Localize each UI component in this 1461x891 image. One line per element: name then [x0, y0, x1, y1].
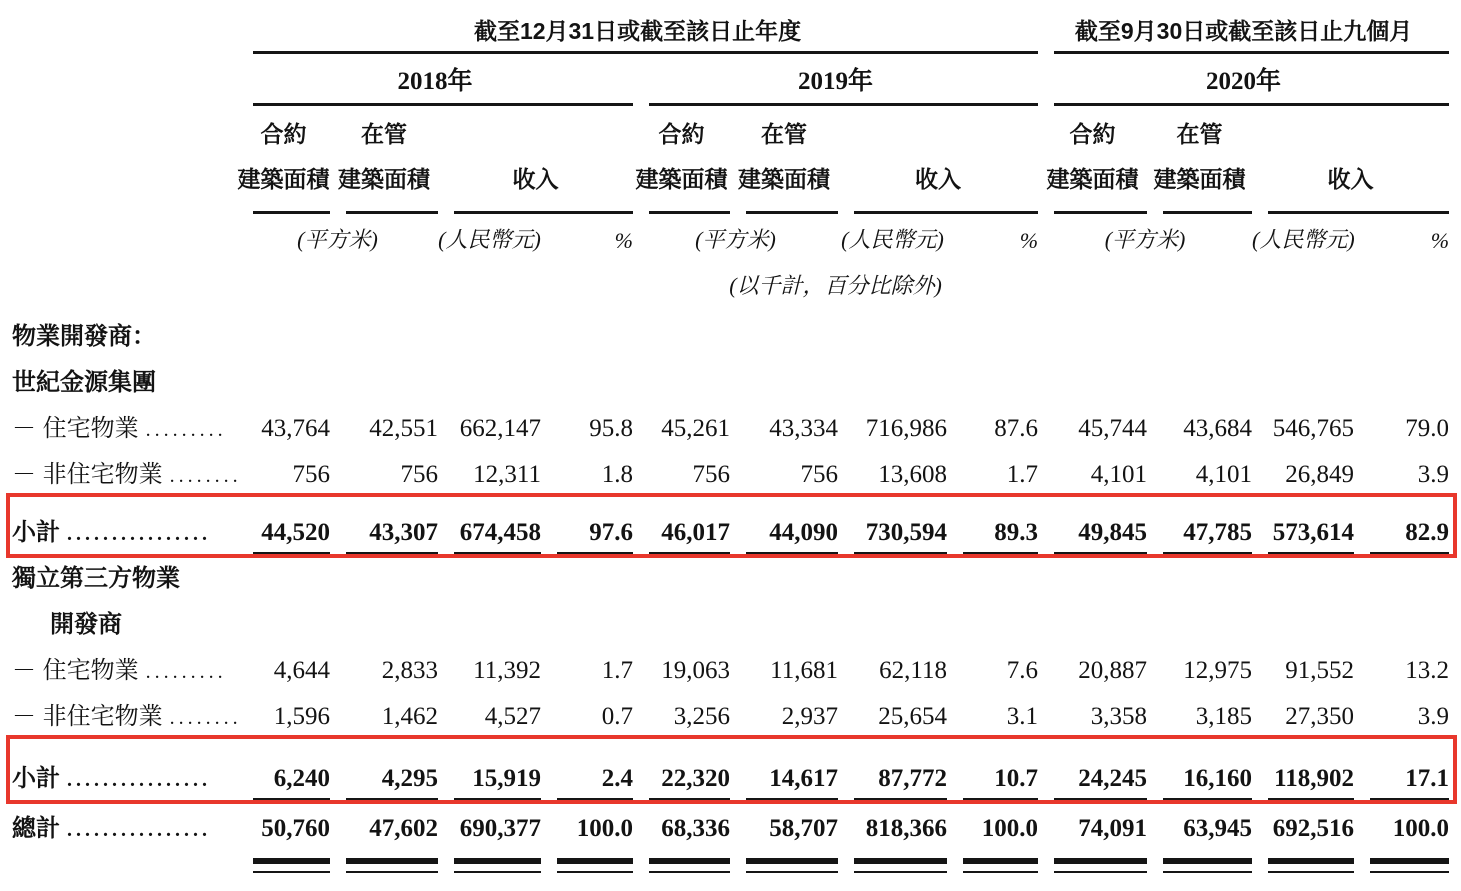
- value-cell: 11,392: [473, 657, 541, 684]
- corner-cell: [12, 6, 237, 54]
- dot-leader: ........: [169, 465, 242, 487]
- revenue-header-2019: 收入: [838, 106, 1038, 214]
- value-cell: 91,552: [1285, 657, 1355, 684]
- value-cell: 14,617: [730, 738, 838, 800]
- value-cell: 12,311: [438, 450, 541, 496]
- row-nonresidential-3p: [12, 692, 1449, 738]
- value-cell: 692,516: [1252, 800, 1354, 850]
- row-label: 物業開發商：: [12, 323, 156, 350]
- dot-leader: .........: [145, 661, 227, 683]
- value-cell: 45,744: [1078, 415, 1148, 442]
- value-cell: 100.0: [947, 800, 1038, 850]
- dot-leader: ........: [169, 707, 242, 729]
- value-cell: 87.6: [994, 415, 1039, 442]
- value-cell: 4,101: [1147, 450, 1252, 496]
- year-header-2018: 2018年: [237, 54, 633, 106]
- value-cell: 68,336: [633, 800, 730, 850]
- unit-sqm-2019: (平方米): [695, 227, 776, 252]
- value-cell: 43,684: [1183, 415, 1253, 442]
- row-label: 開發商: [50, 611, 122, 638]
- section-property-developers: [12, 308, 1449, 358]
- value-cell: 4,101: [1038, 450, 1147, 496]
- unit-percent-2019: %: [1019, 228, 1039, 253]
- row-label: － 非住宅物業 ........: [12, 703, 242, 730]
- value-cell: 19,063: [661, 657, 730, 684]
- value-cell: 674,458: [438, 496, 541, 554]
- value-cell: 47,785: [1147, 496, 1252, 554]
- value-cell: 1,462: [330, 692, 438, 738]
- value-cell: 20,887: [1078, 657, 1148, 684]
- value-cell: 546,765: [1272, 415, 1355, 442]
- value-cell: 15,919: [438, 738, 541, 800]
- value-cell: 3,256: [633, 692, 730, 738]
- highlight-box-subtotal-2: [6, 735, 1457, 804]
- revenue-header-2020: 收入: [1252, 106, 1449, 214]
- value-cell: 12,975: [1183, 657, 1253, 684]
- value-cell: 58,707: [730, 800, 838, 850]
- value-cell: 44,520: [237, 496, 330, 554]
- section-independent-third-party: [12, 554, 1449, 600]
- unit-rmb-2019: (人民幣元): [841, 227, 944, 252]
- value-cell: 756: [730, 450, 838, 496]
- value-cell: 44,090: [730, 496, 838, 554]
- row-label: 總計 ................: [12, 815, 211, 842]
- unit-percent-2020: %: [1430, 228, 1450, 253]
- value-cell: 2.4: [541, 738, 633, 800]
- value-cell: 89.3: [947, 496, 1038, 554]
- row-label: 小計 ................: [12, 765, 211, 792]
- row-grand-total: [12, 800, 1449, 850]
- row-label: － 非住宅物業 ........: [12, 461, 242, 488]
- value-cell: 11,681: [770, 657, 838, 684]
- value-cell: 6,240: [237, 738, 330, 800]
- managed-gfa-header-2020: 在管 建築面積: [1147, 106, 1252, 214]
- unit-rmb-2018: (人民幣元): [438, 227, 541, 252]
- value-cell: 730,594: [838, 496, 947, 554]
- value-cell: 25,654: [838, 692, 947, 738]
- value-cell: 16,160: [1147, 738, 1252, 800]
- value-cell: 42,551: [369, 415, 438, 442]
- value-cell: 100.0: [1354, 800, 1449, 850]
- value-cell: 26,849: [1252, 450, 1354, 496]
- section-developers-cont: [12, 600, 1449, 646]
- value-cell: 4,527: [438, 692, 541, 738]
- value-cell: 573,614: [1252, 496, 1354, 554]
- dot-leader: ................: [67, 523, 211, 545]
- row-residential-3p: [12, 646, 1449, 692]
- value-cell: 74,091: [1038, 800, 1147, 850]
- value-cell: 43,307: [330, 496, 438, 554]
- value-cell: 4,644: [273, 657, 330, 684]
- value-cell: 10.7: [947, 738, 1038, 800]
- value-cell: 100.0: [541, 800, 633, 850]
- value-cell: 4,295: [330, 738, 438, 800]
- period-group-annual: 截至12月31日或截至該日止年度: [237, 6, 1038, 54]
- value-cell: 2,833: [381, 657, 438, 684]
- value-cell: 756: [330, 450, 438, 496]
- value-cell: 662,147: [459, 415, 541, 442]
- year-header-2019: 2019年: [633, 54, 1038, 106]
- value-cell: 97.6: [541, 496, 633, 554]
- value-cell: 3,185: [1147, 692, 1252, 738]
- value-cell: 690,377: [438, 800, 541, 850]
- value-cell: 3,358: [1038, 692, 1147, 738]
- managed-gfa-header-2019: 在管 建築面積: [730, 106, 838, 214]
- section-century-golden-resources: [12, 358, 1449, 404]
- row-label: － 住宅物業 .........: [12, 415, 227, 442]
- highlight-box-subtotal-1: [6, 493, 1457, 558]
- table-header: [12, 6, 1449, 308]
- value-cell: 1.7: [947, 450, 1038, 496]
- value-cell: 716,986: [865, 415, 947, 442]
- value-cell: 47,602: [330, 800, 438, 850]
- contracted-gfa-header-2018: 合約 建築面積: [237, 106, 330, 214]
- value-cell: 63,945: [1147, 800, 1252, 850]
- value-cell: 87,772: [838, 738, 947, 800]
- value-cell: 118,902: [1252, 738, 1354, 800]
- value-cell: 756: [633, 450, 730, 496]
- value-cell: 3.1: [947, 692, 1038, 738]
- value-cell: 62,118: [879, 657, 947, 684]
- unit-percent-2018: %: [614, 228, 633, 253]
- dot-leader: .........: [145, 419, 227, 441]
- value-cell: 43,334: [769, 415, 838, 442]
- value-cell: 17.1: [1354, 738, 1449, 800]
- dot-leader: ................: [67, 819, 211, 841]
- value-cell: 13.2: [1405, 657, 1450, 684]
- year-header-2020: 2020年: [1038, 54, 1449, 106]
- value-cell: 50,760: [237, 800, 330, 850]
- value-cell: 1.7: [601, 657, 633, 684]
- row-label: 世紀金源集團: [12, 369, 156, 396]
- unit-sqm-2018: (平方米): [297, 227, 378, 252]
- value-cell: 24,245: [1038, 738, 1147, 800]
- dot-leader: ................: [67, 769, 211, 791]
- row-nonresidential-cgr: [12, 450, 1449, 496]
- value-cell: 7.6: [1006, 657, 1039, 684]
- row-label: 獨立第三方物業: [12, 565, 180, 592]
- row-label: 小計 ................: [12, 519, 211, 546]
- value-cell: 3.9: [1354, 692, 1449, 738]
- managed-gfa-header-2018: 在管 建築面積: [330, 106, 438, 214]
- value-cell: 3.9: [1354, 450, 1449, 496]
- value-cell: 2,937: [730, 692, 838, 738]
- value-cell: 0.7: [541, 692, 633, 738]
- value-cell: 49,845: [1038, 496, 1147, 554]
- contracted-gfa-header-2019: 合約 建築面積: [633, 106, 730, 214]
- value-cell: 818,366: [838, 800, 947, 850]
- revenue-header-2018: 收入: [438, 106, 633, 214]
- row-residential-cgr: [12, 404, 1449, 450]
- value-cell: 22,320: [633, 738, 730, 800]
- value-cell: 13,608: [838, 450, 947, 496]
- row-label: － 住宅物業 .........: [12, 657, 227, 684]
- value-cell: 79.0: [1405, 415, 1450, 442]
- value-cell: 1,596: [237, 692, 330, 738]
- value-cell: 95.8: [589, 415, 633, 442]
- unit-rmb-2020: (人民幣元): [1252, 227, 1355, 252]
- value-cell: 46,017: [633, 496, 730, 554]
- value-cell: 1.8: [541, 450, 633, 496]
- value-cell: 43,764: [261, 415, 330, 442]
- value-cell: 82.9: [1354, 496, 1449, 554]
- period-group-nine-months: 截至9月30日或截至該日止九個月: [1038, 6, 1449, 54]
- value-cell: 756: [237, 450, 330, 496]
- value-cell: 27,350: [1252, 692, 1354, 738]
- scale-note: (以千計，百分比除外): [729, 273, 942, 298]
- unit-sqm-2020: (平方米): [1104, 227, 1186, 252]
- value-cell: 45,261: [661, 415, 730, 442]
- contracted-gfa-header-2020: 合約 建築面積: [1038, 106, 1147, 214]
